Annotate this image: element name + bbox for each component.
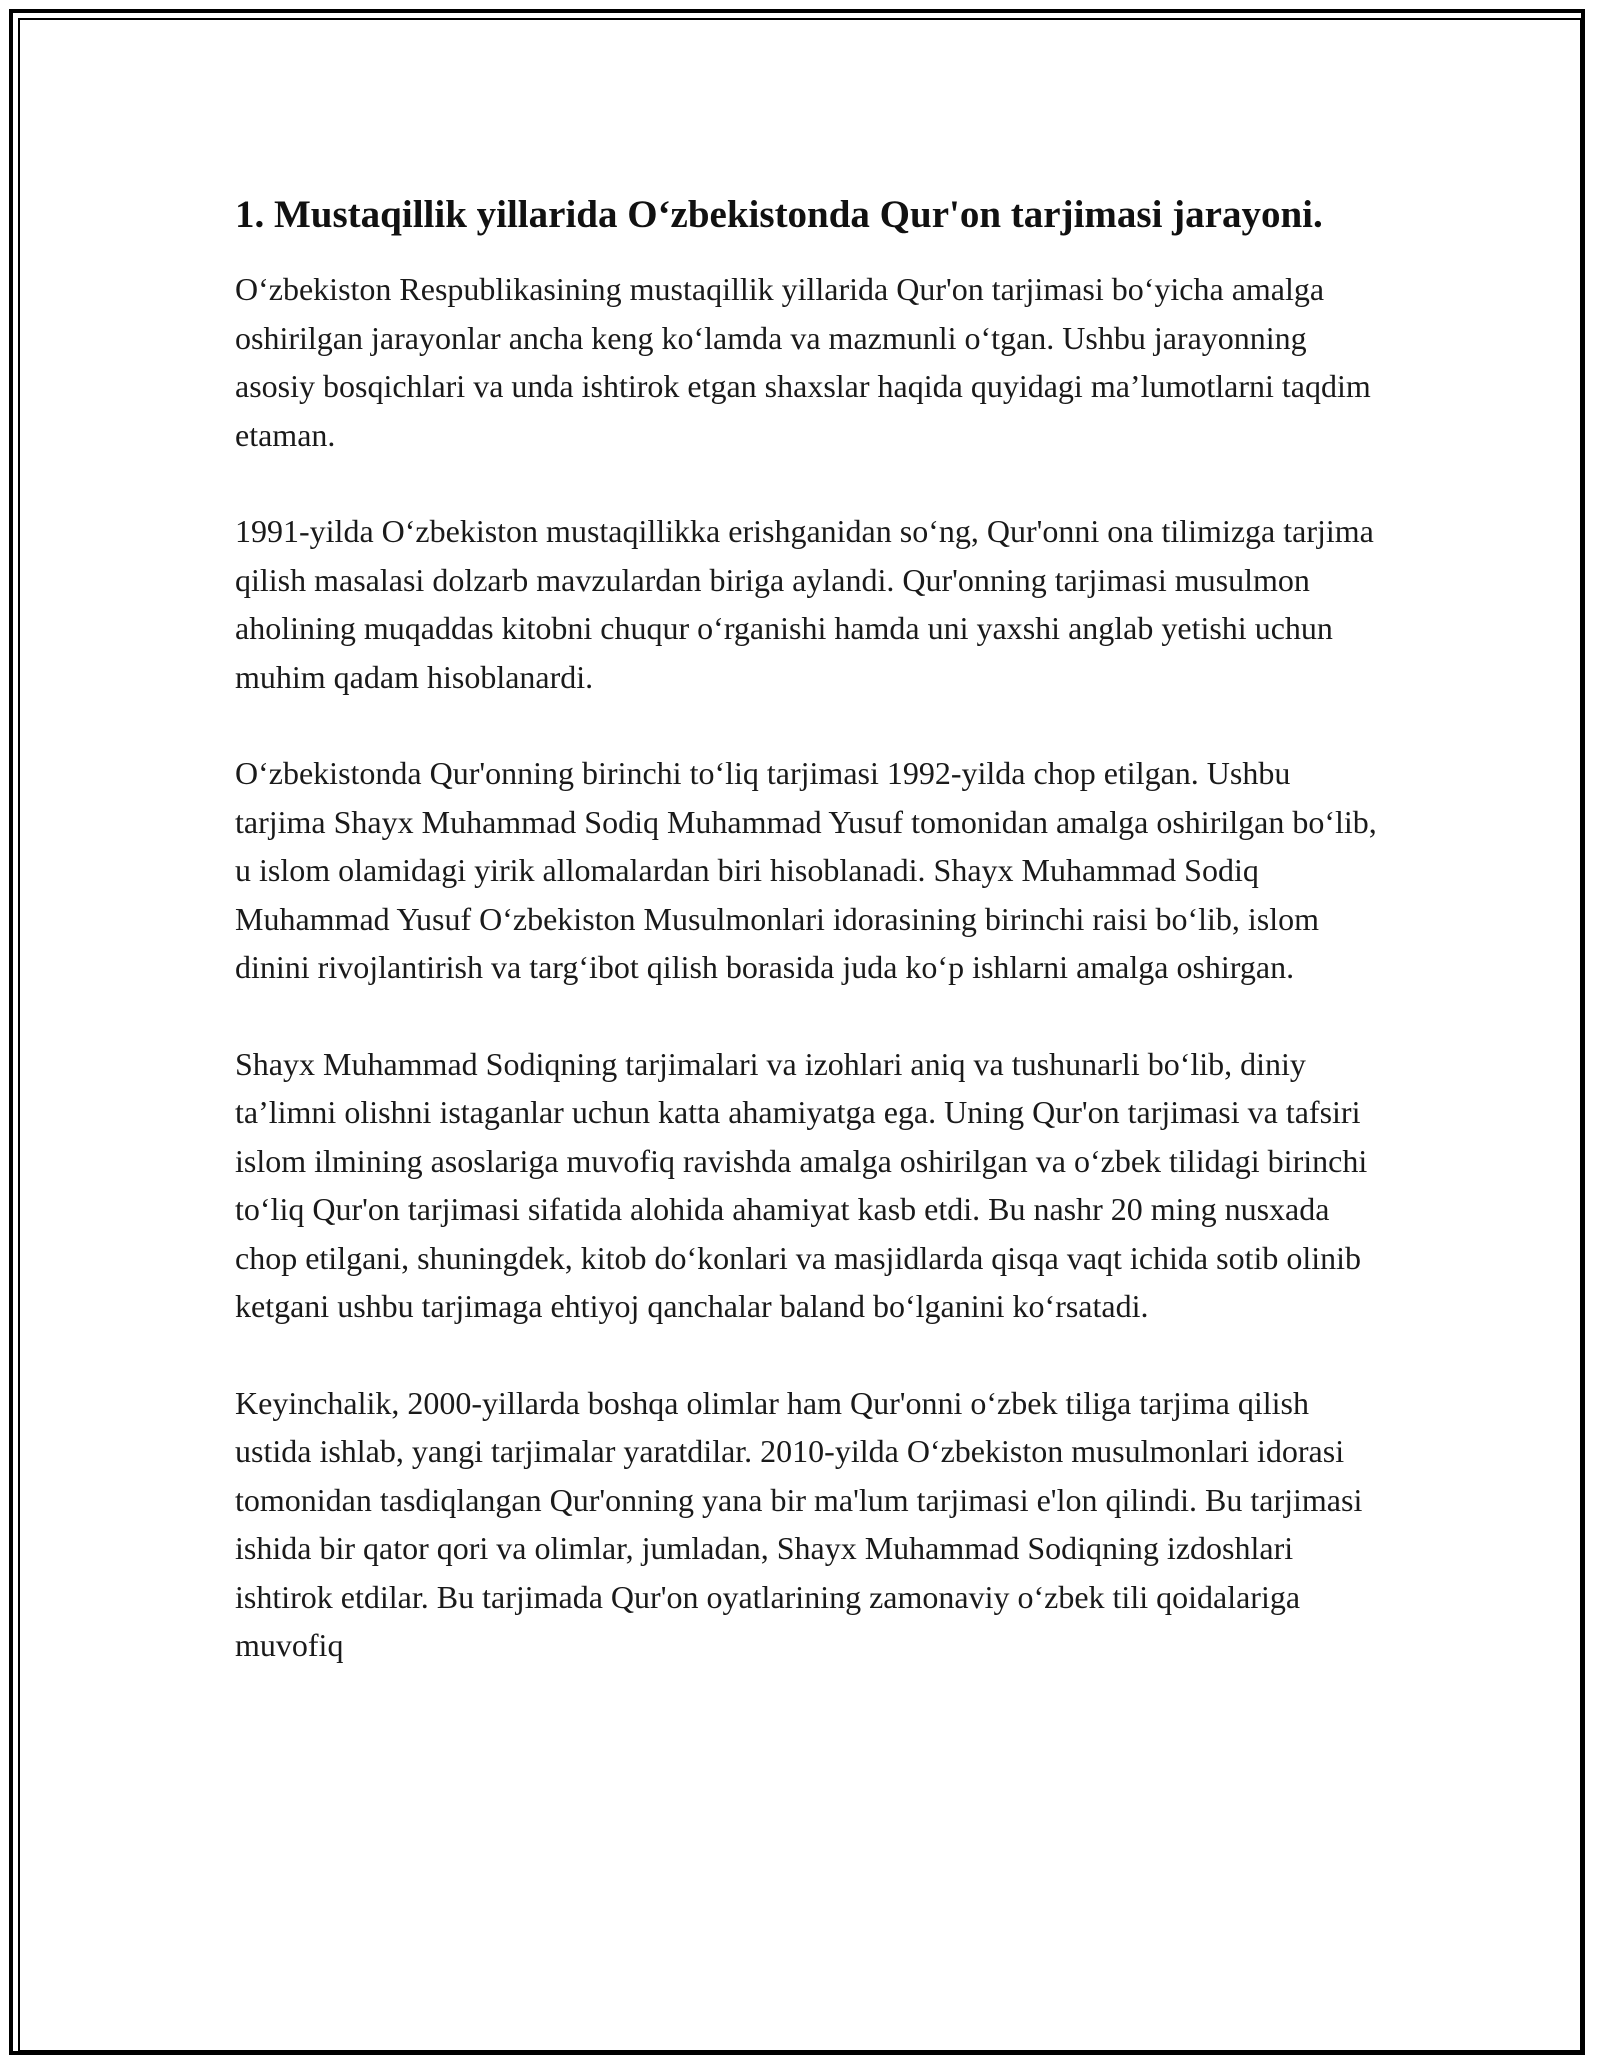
paragraph-intro: O‘zbekiston Respublikasining mustaqillik yillarida Qur'on tarjimasi bo‘yicha amalga oshirilgan jarayonlar ancha keng ko‘lamda va mazmunli o‘tgan. Ushbu jarayonning asosiy bosqichlari va unda ishtirok etgan shaxslar haqida quyidagi ma’lumotlarni taqdim etaman. [235,271,1371,453]
paragraph-1992-translation: O‘zbekistonda Qur'onning birinchi to‘liq tarjimasi 1992-yilda chop etilgan. Ushbu tarjima Shayx Muhammad Sodiq Muhammad Yusuf tomonidan amalga oshirilgan bo‘lib, u islom olamidagi yirik allomalardan biri hisoblanadi. Shayx Muhammad Sodiq Muhammad Yusuf O‘zbekiston Musulmonlari idorasining birinchi raisi bo‘lib, islom dinini rivojlantirish va targ‘ibot qilish borasida juda ko‘p ishlarni amalga oshirgan. [235,755,1377,985]
paragraph-1991: 1991-yilda O‘zbekiston mustaqillikka erishganidan so‘ng, Qur'onni ona tilimizga tarjima qilish masalasi dolzarb mavzulardan biriga aylandi. Qur'onning tarjimasi musulmon aholining muqaddas kitobni chuqur o‘rganishi hamda uni yaxshi anglab yetishi uchun muhim qadam hisoblanardi. [235,513,1374,695]
paragraph-later-translations: Keyinchalik, 2000-yillarda boshqa olimlar ham Qur'onni o‘zbek tiliga tarjima qilish ustida ishlab, yangi tarjimalar yaratdilar. 2010-yilda O‘zbekiston musulmonlari idorasi tomonidan tasdiqlangan Qur'onning yana bir ma'lum tarjimasi e'lon qilindi. Bu tarjimasi ishida bir qator qori va olimlar, jumladan, Shayx Muhammad Sodiqning izdoshlari ishtirok etdilar. Bu tarjimada Qur'on oyatlarining zamonaviy o‘zbek tili qoidalariga muvofiq [235,1384,1363,1663]
paragraph-sodiq-translations: Shayx Muhammad Sodiqning tarjimalari va izohlari aniq va tushunarli bo‘lib, diniy ta’limni olishni istaganlar uchun katta ahamiyatga ega. Uning Qur'on tarjimasi va tafsiri islom ilmining asoslariga muvofiq ravishda amalga oshirilgan va o‘zbek tilidagi birinchi to‘liq Qur'on tarjimasi sifatida alohida ahamiyat kasb etdi. Bu nashr 20 ming nusxada chop etilgani, shuningdek, kitob do‘konlari va masjidlarda qisqa vaqt ichida sotib olinib ketgani ushbu tarjimaga ehtiyoj qanchalar baland bo‘lganini ko‘rsatadi. [235,1045,1368,1324]
section-heading: 1. Mustaqillik yillarida O‘zbekistonda Qur'on tarjimasi jarayoni. [235,193,1323,236]
document-body [235,188,1380,1718]
